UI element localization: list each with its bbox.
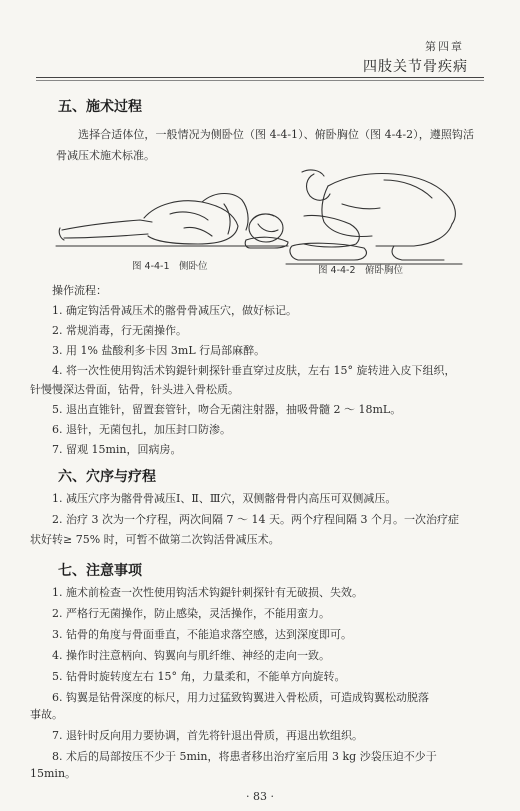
figure-caption-2: 图 4-4-2 俯卧胸位 — [318, 265, 404, 276]
header-rule-secondary — [36, 80, 484, 81]
precaution-line: 7. 退针时反向用力要协调，首先将针退出骨质，再退出软组织。 — [52, 729, 363, 742]
precaution-line: 1. 施术前检查一次性使用钩活术钩鍉针刺探针有无破损、失效。 — [52, 586, 363, 599]
precaution-line: 6. 钩翼是钻骨深度的标尺，用力过猛致钩翼进入骨松质，可造成钩翼松动脱落 — [52, 691, 429, 704]
procedure-step: 7. 留观 15min，回病房。 — [52, 443, 182, 456]
procedure-step-continued: 针慢慢深达骨面，钻骨，针头进入骨松质。 — [30, 383, 239, 396]
procedure-step: 6. 退针，无菌包扎，加压封口防渗。 — [52, 423, 231, 436]
section-heading-5: 五、施术过程 — [58, 99, 142, 115]
procedure-step: 1. 确定钩活骨减压术的髂骨骨减压穴，做好标记。 — [52, 304, 297, 317]
precaution-line: 4. 操作时注意柄向、钩翼向与肌纤维、神经的走向一致。 — [52, 649, 330, 662]
course-line-continued: 状好转≥ 75% 时，可暂不做第二次钩活骨减压术。 — [30, 533, 280, 546]
intro-paragraph: 选择合适体位，一般情况为侧卧位（图 4-4-1）、俯卧胸位（图 4-4-2），遵照钩活骨减压术施术标准。 — [56, 128, 474, 162]
course-line: 1. 减压穴序为髂骨骨减压Ⅰ、Ⅱ、Ⅲ穴，双侧髂骨骨内高压可双侧减压。 — [52, 492, 397, 505]
page-number: · 83 · — [246, 790, 274, 803]
procedure-step: 2. 常规消毒，行无菌操作。 — [52, 324, 187, 337]
section-heading-7: 七、注意事项 — [58, 563, 142, 579]
figure-area — [52, 164, 472, 274]
precaution-line: 5. 钻骨时旋转度左右 15° 角，力量柔和，不能单方向旋转。 — [52, 670, 346, 683]
procedure-step: 4. 将一次性使用钩活术钩鍉针刺探针垂直穿过皮肤，左右 15° 旋转进入皮下组织， — [52, 364, 456, 377]
header-rule — [36, 77, 484, 78]
precaution-line: 2. 严格行无菌操作，防止感染，灵活操作，不能用蛮力。 — [52, 607, 330, 620]
precaution-line: 3. 钻骨的角度与骨面垂直，不能追求落空感，达到深度即可。 — [52, 628, 352, 641]
procedure-title: 操作流程： — [52, 284, 107, 297]
precaution-line-continued: 15min。 — [30, 767, 77, 780]
procedure-step: 3. 用 1% 盐酸利多卡因 3mL 行局部麻醉。 — [52, 344, 266, 357]
precaution-line: 8. 术后的局部按压不少于 5min，将患者移出治疗室后用 3 kg 沙袋压迫不少于 — [52, 750, 437, 763]
procedure-step: 5. 退出直锥针，留置套管针，吻合无菌注射器，抽吸骨髓 2 ～ 18mL。 — [52, 403, 402, 416]
precaution-line-continued: 事故。 — [30, 708, 63, 721]
section-heading-6: 六、穴序与疗程 — [58, 469, 156, 485]
figure-caption-1: 图 4-4-1 侧卧位 — [132, 261, 208, 272]
prone-chest-illustration — [284, 164, 464, 272]
side-lying-illustration — [52, 164, 292, 256]
running-header-title: 四肢关节骨疾病 — [363, 59, 468, 75]
chapter-label: 第四章 — [425, 40, 464, 53]
course-line: 2. 治疗 3 次为一个疗程，两次间隔 7 ～ 14 天。两个疗程间隔 3 个月。一次治疗症 — [52, 513, 459, 526]
